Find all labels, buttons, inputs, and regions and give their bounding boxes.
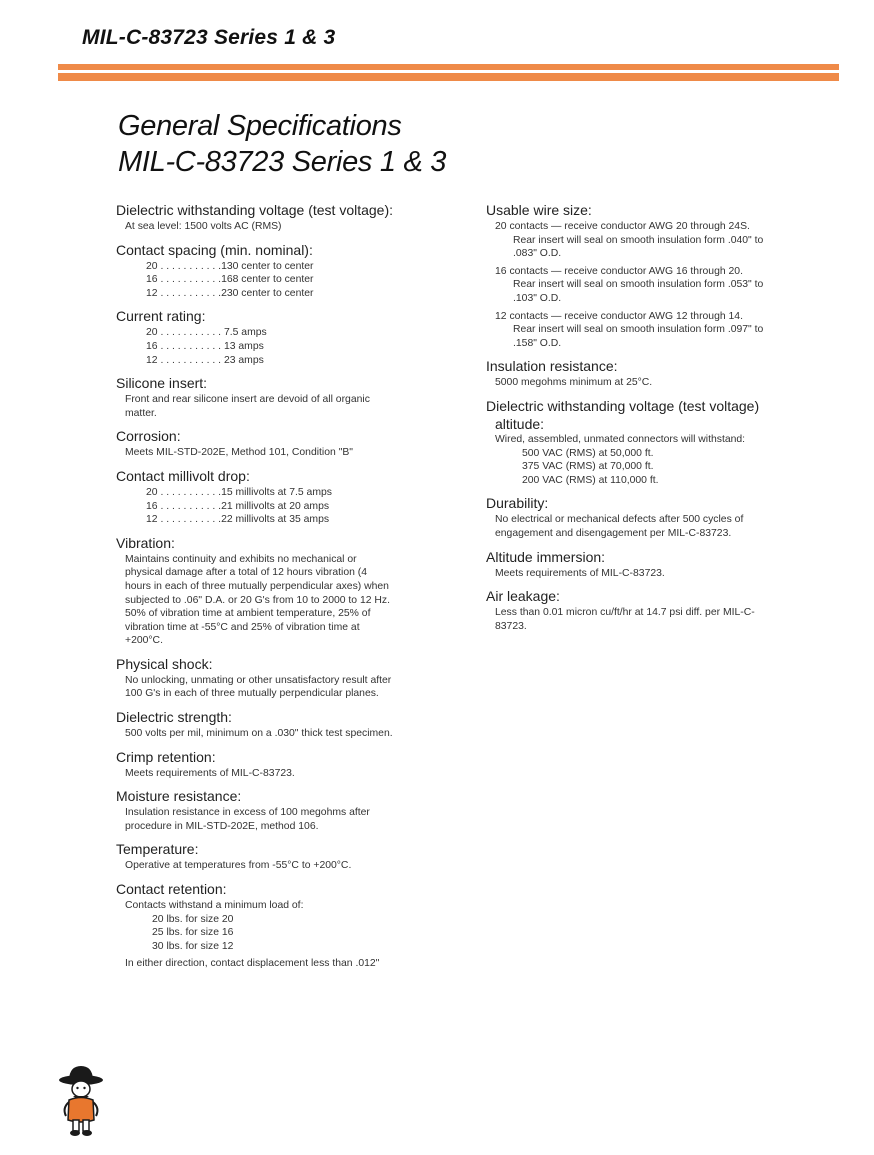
spec-insulation-resistance bbox=[486, 358, 816, 390]
spec-row: 12 . . . . . . . . . . .22 millivolts at 35 amps bbox=[146, 514, 330, 526]
spec-usable-wire-size bbox=[486, 202, 816, 350]
spec-row: 16 . . . . . . . . . . . 13 amps bbox=[146, 340, 264, 352]
spec-dielectric-voltage bbox=[116, 202, 456, 234]
spec-row: 16 . . . . . . . . . . .21 millivolts at 20 amps bbox=[146, 500, 330, 512]
spec-line: 83723. bbox=[495, 620, 527, 632]
spec-row: 20 . . . . . . . . . . . 7.5 amps bbox=[146, 327, 267, 339]
spec-line: 5000 megohms minimum at 25°C. bbox=[495, 377, 653, 389]
spec-heading: Insulation resistance: bbox=[486, 358, 618, 375]
spec-row: 500 VAC (RMS) at 50,000 ft. bbox=[522, 447, 654, 459]
spec-air-leakage bbox=[486, 588, 816, 633]
spec-line: .103" O.D. bbox=[513, 292, 562, 304]
spec-vibration bbox=[116, 535, 456, 648]
spec-moisture-resistance bbox=[116, 788, 456, 833]
spec-line: Wired, assembled, unmated connectors will withstand: bbox=[495, 433, 746, 445]
spec-line: Front and rear silicone insert are devoid of all organic bbox=[125, 394, 370, 406]
spec-line: Rear insert will seal on smooth insulation form .097" to bbox=[513, 324, 764, 336]
spec-temperature bbox=[116, 841, 456, 873]
header-stripe-thick bbox=[58, 73, 839, 81]
spec-silicone-insert bbox=[116, 375, 456, 420]
spec-contact-retention bbox=[116, 881, 456, 971]
spec-line: Contacts withstand a minimum load of: bbox=[125, 900, 304, 912]
spec-heading: Air leakage: bbox=[486, 588, 560, 605]
spec-physical-shock bbox=[116, 656, 456, 701]
spec-row: 20 . . . . . . . . . . .130 center to center bbox=[146, 260, 314, 272]
spec-line: Operative at temperatures from -55°C to +200°C. bbox=[125, 860, 352, 872]
spec-heading: Dielectric withstanding voltage (test voltage) bbox=[486, 397, 760, 414]
spec-line: Meets requirements of MIL-C-83723. bbox=[495, 567, 665, 579]
spec-line: Meets MIL-STD-202E, Method 101, Condition "B" bbox=[125, 447, 353, 459]
spec-line: 16 contacts — receive conductor AWG 16 through 20. bbox=[495, 265, 743, 277]
spec-current-rating bbox=[116, 308, 456, 367]
spec-heading: Moisture resistance: bbox=[116, 788, 242, 805]
spec-millivolt-drop bbox=[116, 468, 456, 527]
spec-heading: Contact retention: bbox=[116, 881, 227, 898]
spec-line: hours in each of three mutually perpendicular axes) when bbox=[125, 580, 389, 592]
spec-dielectric-altitude bbox=[486, 398, 816, 487]
spec-row: 200 VAC (RMS) at 110,000 ft. bbox=[522, 474, 659, 486]
spec-row: 30 lbs. for size 12 bbox=[152, 940, 234, 952]
spec-heading: Physical shock: bbox=[116, 655, 213, 672]
spec-line: Less than 0.01 micron cu/ft/hr at 14.7 psi diff. per MIL-C- bbox=[495, 607, 755, 619]
spec-heading: Current rating: bbox=[116, 308, 206, 325]
header-title: MIL-C-83723 Series 1 & 3 bbox=[82, 26, 336, 49]
spec-line: 100 G's in each of three mutually perpendicular planes. bbox=[125, 688, 379, 700]
cowboy-mascot-icon bbox=[56, 1062, 106, 1138]
spec-dielectric-strength bbox=[116, 709, 456, 741]
spec-heading: Dielectric strength: bbox=[116, 709, 232, 726]
wire-item-20 bbox=[486, 220, 816, 261]
spec-corrosion bbox=[116, 428, 456, 460]
spec-heading: Dielectric withstanding voltage (test voltage): bbox=[116, 202, 394, 218]
spec-line: 50% of vibration time at ambient temperature, 25% of bbox=[125, 608, 371, 620]
header-stripe-thin bbox=[58, 64, 839, 70]
spec-line: 12 contacts — receive conductor AWG 12 through 14. bbox=[495, 310, 743, 322]
spec-row: 12 . . . . . . . . . . . 23 amps bbox=[146, 354, 264, 366]
right-column bbox=[486, 202, 816, 641]
wire-item-16 bbox=[486, 265, 816, 306]
spec-heading: Corrosion: bbox=[116, 428, 181, 445]
wire-item-12 bbox=[486, 310, 816, 351]
spec-altitude-immersion bbox=[486, 549, 816, 581]
spec-row: 375 VAC (RMS) at 70,000 ft. bbox=[522, 461, 654, 473]
spec-line: In either direction, contact displacement less than .012" bbox=[125, 958, 380, 970]
spec-line: 500 volts per mil, minimum on a .030" thick test specimen. bbox=[125, 728, 393, 740]
spec-line: subjected to .06" D.A. or 20 G's from 10 to 2000 to 12 Hz. bbox=[125, 594, 391, 606]
spec-contact-spacing bbox=[116, 242, 456, 301]
spec-line: Rear insert will seal on smooth insulation form .053" to bbox=[513, 279, 764, 291]
spec-line: Meets requirements of MIL-C-83723. bbox=[125, 767, 295, 779]
spec-line: physical damage after a total of 12 hours vibration (4 bbox=[125, 567, 368, 579]
spec-line: engagement and disengagement per MIL-C-83723. bbox=[495, 527, 732, 539]
spec-line: matter. bbox=[125, 407, 157, 419]
spec-row: 20 . . . . . . . . . . .15 millivolts at 7.5 amps bbox=[146, 486, 332, 498]
spec-heading: Usable wire size: bbox=[486, 202, 592, 218]
spec-line: procedure in MIL-STD-202E, method 106. bbox=[125, 820, 319, 832]
spec-heading: Altitude immersion: bbox=[486, 548, 606, 565]
page-title-line-2: MIL-C-83723 Series 1 & 3 bbox=[118, 146, 447, 178]
spec-line: .083" O.D. bbox=[513, 248, 562, 260]
spec-line: 20 contacts — receive conductor AWG 20 through 24S. bbox=[495, 221, 750, 232]
spec-heading: Vibration: bbox=[116, 534, 175, 551]
spec-heading: Temperature: bbox=[116, 841, 199, 858]
spec-row: 12 . . . . . . . . . . .230 center to center bbox=[146, 287, 314, 299]
spec-line: No electrical or mechanical defects after 500 cycles of bbox=[495, 514, 744, 526]
spec-line: At sea level: 1500 volts AC (RMS) bbox=[125, 221, 282, 232]
spec-subheading: altitude: bbox=[495, 415, 545, 432]
spec-heading: Silicone insert: bbox=[116, 375, 208, 392]
spec-line: No unlocking, unmating or other unsatisfactory result after bbox=[125, 674, 392, 686]
spec-row: 16 . . . . . . . . . . .168 center to center bbox=[146, 274, 314, 286]
spec-line: +200°C. bbox=[125, 635, 163, 647]
spec-line: .158" O.D. bbox=[513, 337, 562, 349]
spec-line: Rear insert will seal on smooth insulation form .040" to bbox=[513, 234, 764, 246]
spec-heading: Contact millivolt drop: bbox=[116, 467, 250, 484]
spec-durability bbox=[486, 495, 816, 540]
spec-crimp-retention bbox=[116, 749, 456, 781]
spec-line: vibration time at -55°C and 25% of vibration time at bbox=[125, 621, 360, 633]
spec-heading: Crimp retention: bbox=[116, 748, 216, 765]
spec-line: Maintains continuity and exhibits no mechanical or bbox=[125, 553, 357, 565]
page-title-line-1: General Specifications bbox=[118, 110, 402, 142]
page-title bbox=[118, 108, 446, 180]
spec-heading: Contact spacing (min. nominal): bbox=[116, 241, 313, 258]
spec-heading: Durability: bbox=[486, 495, 549, 512]
spec-line: Insulation resistance in excess of 100 megohms after bbox=[125, 807, 370, 819]
spec-row: 25 lbs. for size 16 bbox=[152, 927, 234, 939]
spec-row: 20 lbs. for size 20 bbox=[152, 913, 234, 925]
left-column bbox=[116, 202, 456, 979]
